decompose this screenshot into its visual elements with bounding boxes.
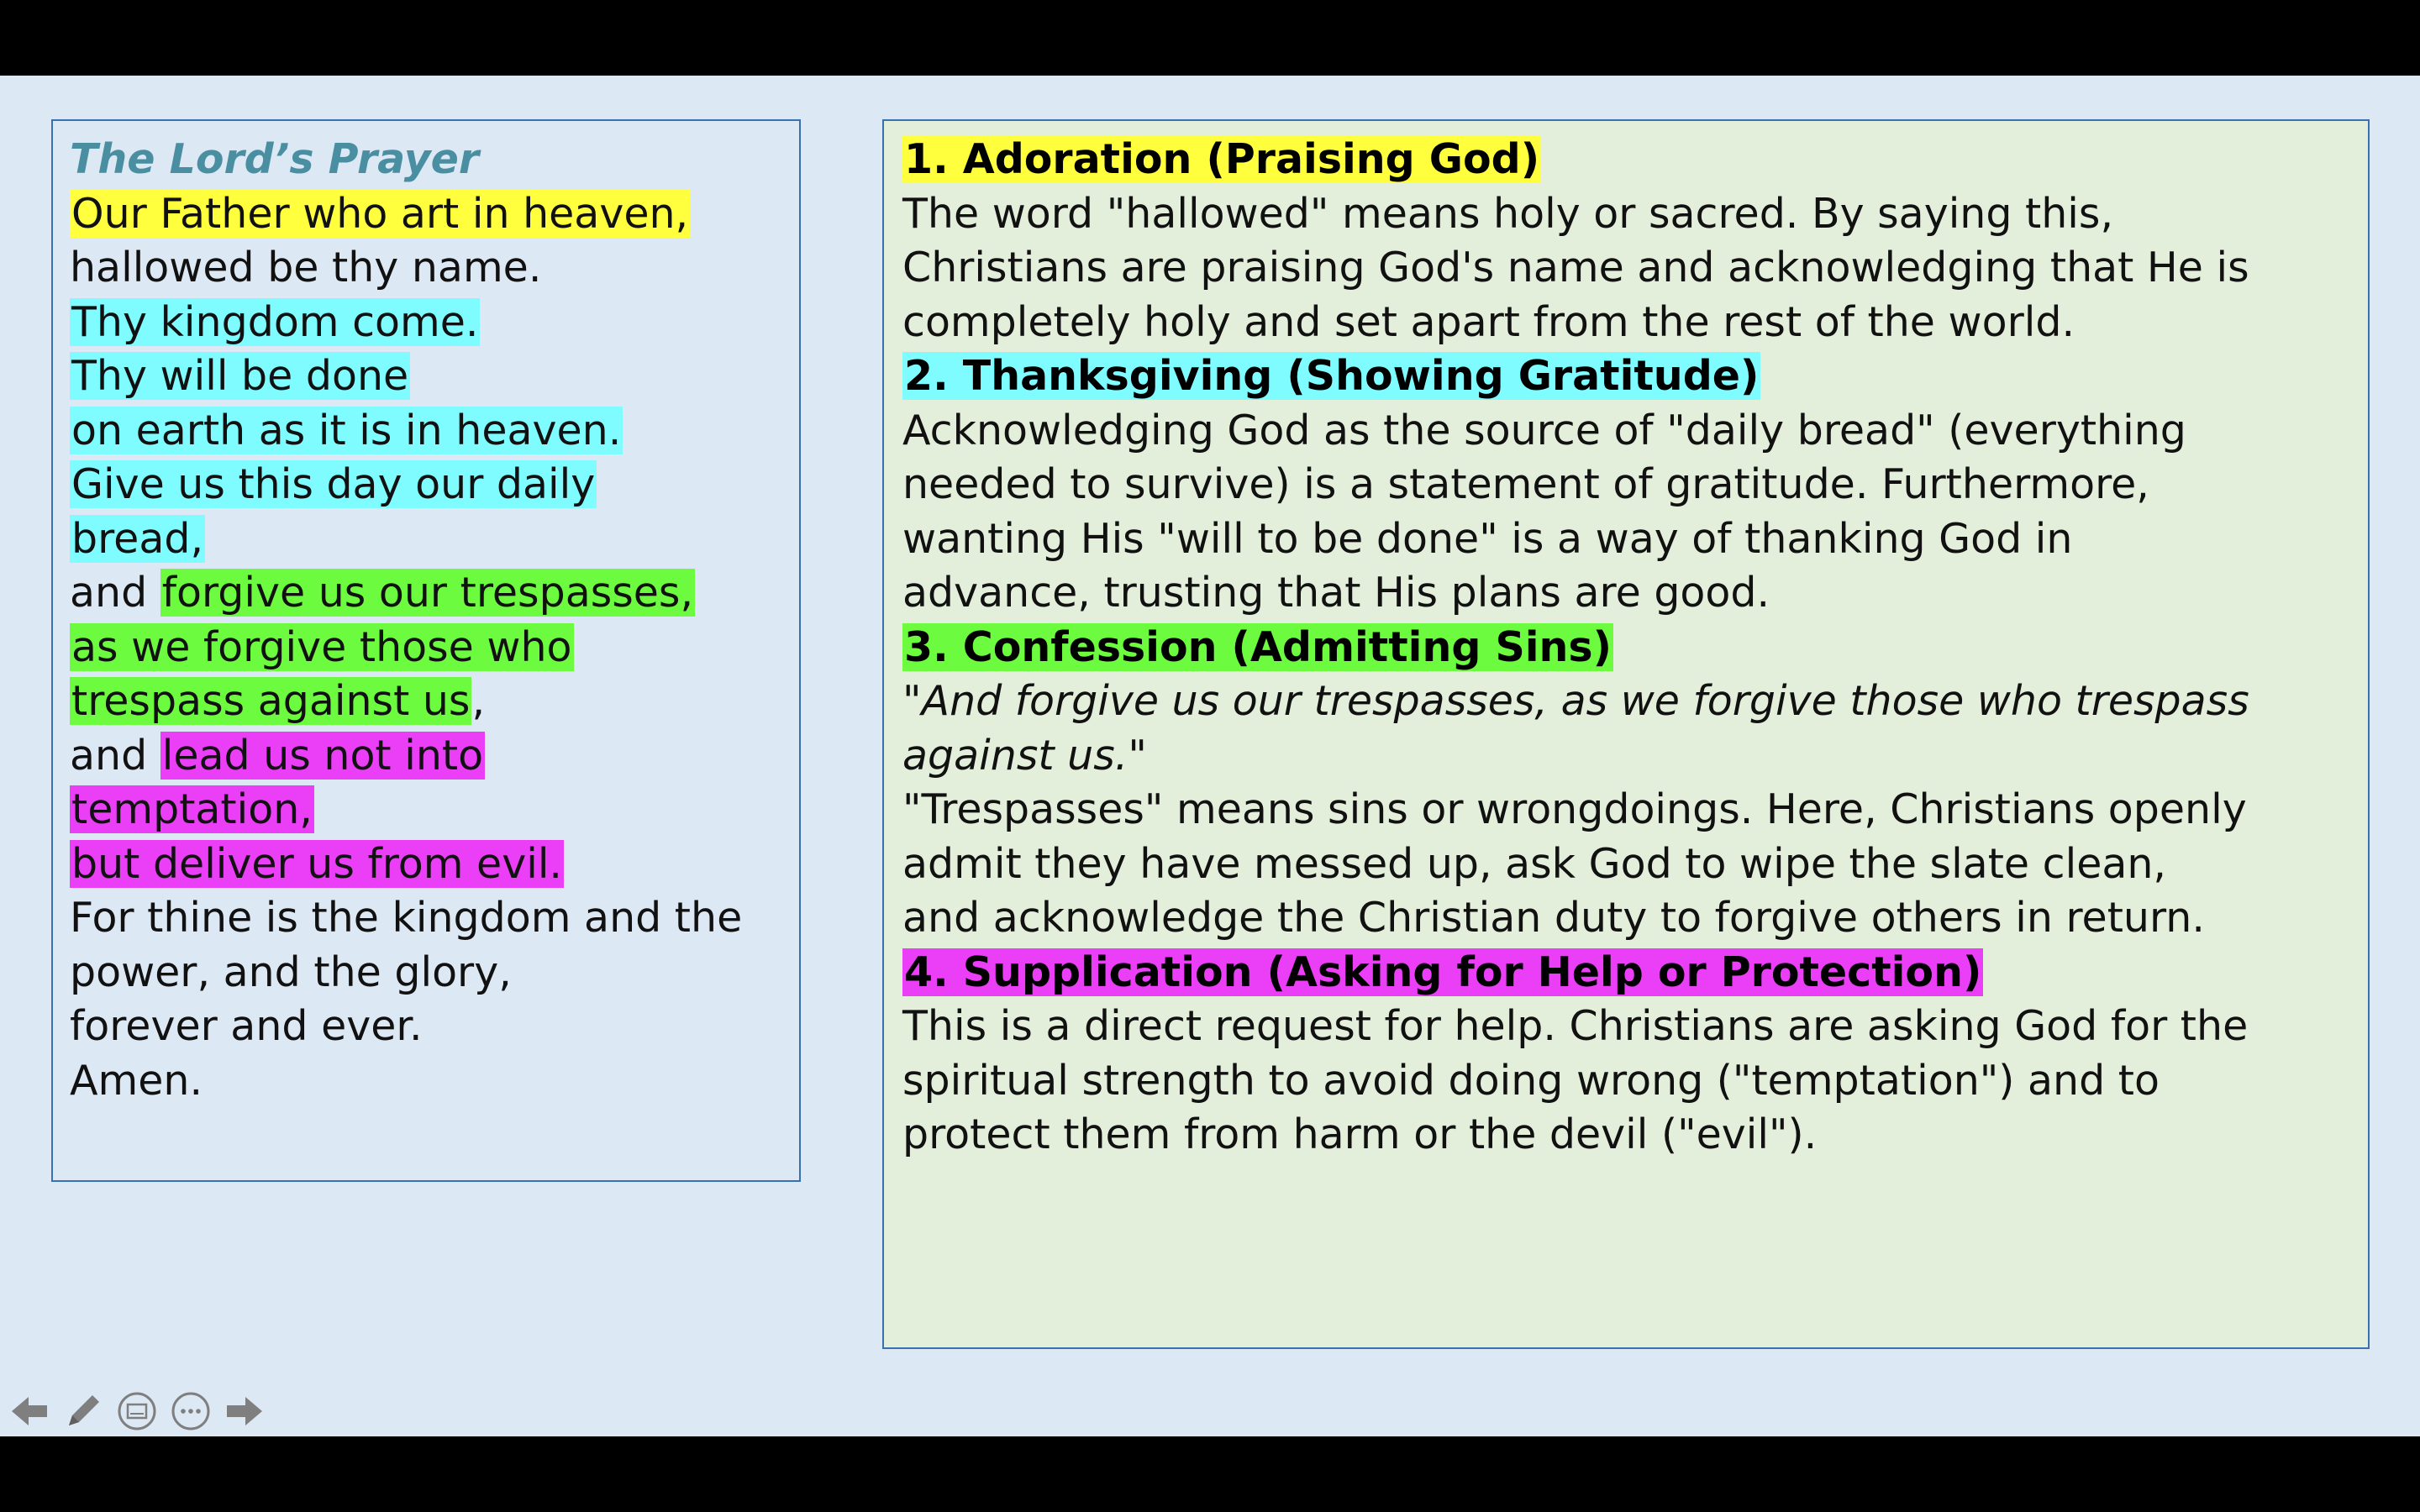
prayer-line: Thy will be done: [71, 352, 409, 400]
prayer-line: and: [70, 569, 160, 617]
explanation-line: Acknowledging God as the source of "daily bread" (everything: [902, 406, 2186, 454]
explanation-line: completely holy and set apart from the rest of the world.: [902, 297, 2075, 346]
prayer-line: forgive us our trespasses,: [161, 569, 694, 617]
explanation-line: wanting His "will to be done" is a way of thanking God in: [902, 514, 2073, 563]
prayer-line: Thy kingdom come.: [71, 297, 479, 346]
prayer-line: Our Father who art in heaven,: [71, 189, 689, 238]
explanation-line: and acknowledge the Christian duty to forgive others in return.: [902, 894, 2205, 942]
explanation-line: needed to survive) is a statement of gratitude. Furthermore,: [902, 460, 2149, 508]
subtitles-icon[interactable]: [114, 1389, 160, 1434]
prayer-line: Give us this day our daily: [71, 460, 596, 508]
prayer-line: Amen.: [70, 1056, 203, 1105]
prayer-line: trespass against us: [71, 677, 471, 725]
prayer-line: forever and ever.: [70, 1002, 423, 1050]
prayer-line: hallowed be thy name.: [70, 244, 542, 291]
quote-mark: ": [902, 677, 922, 725]
section-heading-adoration: 1. Adoration (Praising God): [904, 135, 1540, 183]
explanation-line: advance, trusting that His plans are good.: [902, 569, 1770, 617]
arrow-left-icon[interactable]: [7, 1389, 52, 1434]
section-heading-confession: 3. Confession (Admitting Sins): [904, 622, 1612, 671]
prayer-line: as we forgive those who: [71, 622, 572, 671]
quote-mark: ": [1128, 731, 1147, 780]
explanation-line: "Trespasses" means sins or wrongdoings. Here, Christians openly: [902, 785, 2247, 833]
explanation-box: [882, 119, 2370, 1349]
prayer-text-box: [51, 119, 801, 1182]
more-icon[interactable]: [168, 1389, 213, 1434]
prayer-line: power, and the glory,: [70, 948, 512, 996]
quote-line: And forgive us our trespasses, as we forgive those who trespass: [921, 677, 2249, 725]
section-heading-supplication: 4. Supplication (Asking for Help or Protection): [904, 948, 1982, 996]
explanation-line: This is a direct request for help. Christians are asking God for the: [902, 1002, 2249, 1050]
section-heading-thanksgiving: 2. Thanksgiving (Showing Gratitude): [904, 352, 1760, 400]
pen-icon[interactable]: [60, 1389, 106, 1434]
explanation-line: The word "hallowed" means holy or sacred. By saying this,: [902, 189, 2114, 238]
prayer-line: but deliver us from evil.: [71, 839, 563, 888]
prayer-line: ,: [471, 677, 486, 725]
explanation-line: spiritual strength to avoid doing wrong ("temptation") and to: [902, 1056, 2160, 1105]
explanation-line: protect them from harm or the devil ("evil").: [902, 1110, 1818, 1158]
prayer-line: bread,: [71, 514, 204, 563]
prayer-line: temptation,: [71, 785, 313, 833]
explanation-line: admit they have messed up, ask God to wipe the slate clean,: [902, 839, 2166, 888]
explanation-line: Christians are praising God's name and acknowledging that He is: [902, 244, 2249, 291]
prayer-line: lead us not into: [161, 731, 484, 780]
prayer-line: For thine is the kingdom and the: [70, 894, 743, 942]
prayer-title: The Lord’s Prayer: [70, 135, 480, 183]
arrow-right-icon[interactable]: [222, 1389, 267, 1434]
presentation-toolbar: [7, 1386, 267, 1436]
slide: [0, 76, 2420, 1436]
prayer-line: on earth as it is in heaven.: [71, 406, 622, 454]
prayer-line: and: [70, 731, 160, 780]
quote-line: against us.: [902, 731, 1128, 780]
